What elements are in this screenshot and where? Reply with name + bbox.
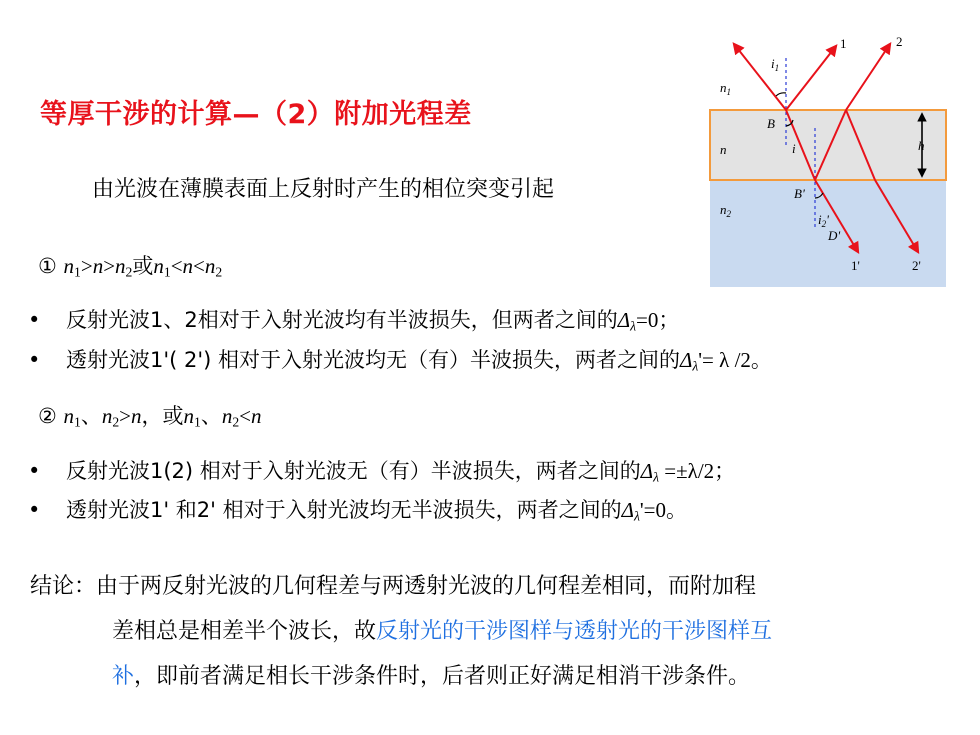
case-one-number: ① [38,254,57,278]
conclusion-line-1: 结论：由于两反射光波的几何程差与两透射光波的几何程差相同，而附加程 [30,574,757,599]
svg-text:B': B' [794,186,805,201]
case-two-number: ② [38,404,57,428]
svg-text:i: i [792,141,796,156]
bullet-reflected-case2: • 反射光波1(2) 相对于入射光波无（有）半波损失，两者之间的$\Delta_\lambda =\pm\lambda/2$； [28,459,736,485]
bullet-transmitted-case2: • 透射光波1' 和2' 相对于入射光波均无半波损失，两者之间的$\Delta_\lambda'=0$。 [28,498,688,524]
angle-arc-i1 [776,93,786,96]
svg-text:1: 1 [840,36,847,51]
svg-text:n1: $n_1$ [720,80,731,97]
bullet-reflected-case1: • 反射光波1、2相对于入射光波均有半波损失，但两者之间的$\Delta_\lambda=0$； [28,308,680,334]
page-title: 等厚干涉的计算—（2）附加光程差 [40,99,472,130]
conclusion-line-3: 补，即前者满足相长干涉条件时，后者则正好满足相消干涉条件。 [112,664,751,689]
svg-text:h: h [918,138,925,153]
svg-text:i2': $i_2'$ [818,212,829,229]
svg-text:B: B [767,116,775,131]
conclusion-highlight: 反射光的干涉图样与透射光的干涉图样互 [376,619,773,644]
bullet-transmitted-case1: • 透射光波1'( 2') 相对于入射光波均无（有）半波损失，两者之间的$\Delta_\lambda'= \lambda$ /2。 [28,348,772,374]
svg-text:D': D' [828,228,841,243]
conclusion-line-2: 差相总是相差半个波长，故反射光的干涉图样与透射光的干涉图样互 [112,619,773,644]
case-one-condition: ① $n_1>n>n_2$或$n_1<n<n_2$ [38,254,223,280]
reflected-ray-2 [846,44,890,110]
svg-text:2': 2' [912,258,921,273]
incident-ray [734,44,786,110]
svg-text:i1: $i_1$ [771,56,780,73]
reflected-ray-1 [786,46,836,110]
svg-text:2: 2 [896,34,903,49]
svg-text:n: n [720,142,727,157]
n1-symbol: n [63,254,75,278]
svg-text:n2: $n_2$ [720,202,731,219]
thin-film-layer [710,110,946,180]
conclusion-paragraph [30,564,960,699]
svg-text:1': 1' [851,258,860,273]
case-two-condition: ② $n_1$、$n_2>n$，或$n_1$、$n_2<n$ [38,404,262,430]
thin-film-interference-diagram [700,30,948,292]
subtitle: 由光波在薄膜表面上反射时产生的相位突变引起 [92,177,555,202]
